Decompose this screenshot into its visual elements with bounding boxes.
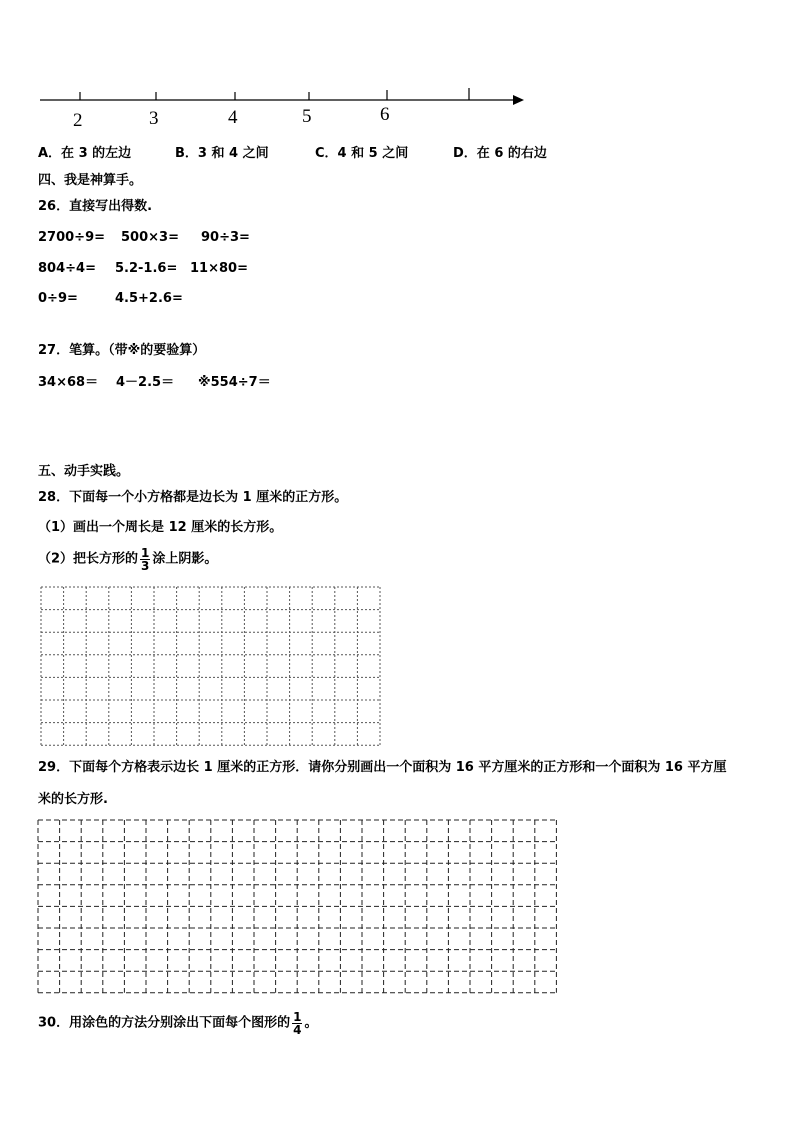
- fraction-numerator: 1: [141, 546, 150, 560]
- fraction-numerator: 1: [293, 1010, 302, 1024]
- q27-title: 27．笔算。（带※的要验算）: [38, 343, 206, 358]
- q28-part2-text: （2）把长方形的: [38, 551, 139, 567]
- q26-r1-c2: 500×3=: [121, 230, 179, 245]
- q26-r1-c3: 90÷3=: [201, 230, 250, 245]
- tick-label-3: 3: [149, 108, 159, 129]
- option-d: D．在 6 的右边: [453, 146, 547, 161]
- q29-line2: 米的长方形.: [38, 792, 108, 807]
- q29-line1: 29．下面每个方格表示边长 1 厘米的正方形．请你分别画出一个面积为 16 平方厘米的正方形和一个面积为 16 平方厘: [38, 760, 727, 775]
- tick-label-5: 5: [302, 106, 312, 127]
- option-b: B．3 和 4 之间: [175, 146, 269, 161]
- q28-title: 28．下面每一个小方格都是边长为 1 厘米的正方形。: [38, 490, 348, 505]
- q27-item-1: 34×68＝: [38, 375, 99, 390]
- q26-r1-c1: 2700÷9=: [38, 230, 106, 245]
- one-quarter-fraction: [292, 1011, 302, 1036]
- tick-label-4: 4: [228, 107, 238, 128]
- fraction-denominator: 4: [293, 1023, 302, 1037]
- option-c: C．4 和 5 之间: [315, 146, 409, 161]
- q28-part2: [38, 547, 217, 572]
- q26-r2-c2: 5.2-1.6=: [115, 261, 178, 276]
- section5-title: 五、动手实践。: [38, 464, 130, 479]
- option-a: A．在 3 的左边: [38, 146, 132, 161]
- q26-title: 26．直接写出得数.: [38, 199, 153, 214]
- q28-part2-text-after: 涂上阴影。: [152, 551, 218, 567]
- tick-label-6: 6: [380, 104, 390, 125]
- q26-r3-c1: 0÷9=: [38, 291, 78, 306]
- q26-r2-c1: 804÷4=: [38, 261, 96, 276]
- q30-text: 30．用涂色的方法分别涂出下面每个图形的: [38, 1015, 291, 1031]
- q26-r3-c2: 4.5+2.6=: [115, 291, 183, 306]
- q30-text-after: 。: [304, 1015, 318, 1031]
- tick-label-2: 2: [73, 110, 83, 131]
- one-third-fraction: [140, 547, 150, 572]
- section4-title: 四、我是神算手。: [38, 173, 143, 188]
- q30-line: [38, 1011, 317, 1036]
- q28-dotted-grid[interactable]: [40, 586, 382, 750]
- q27-item-3: ※554÷7＝: [198, 375, 271, 390]
- q29-dashed-grid[interactable]: [37, 819, 559, 995]
- q27-item-2: 4－2.5＝: [116, 375, 175, 390]
- q28-part1: （1）画出一个周长是 12 厘米的长方形。: [38, 520, 283, 535]
- number-line: [0, 0, 794, 140]
- fraction-denominator: 3: [141, 559, 150, 573]
- q26-r2-c3: 11×80=: [190, 261, 248, 276]
